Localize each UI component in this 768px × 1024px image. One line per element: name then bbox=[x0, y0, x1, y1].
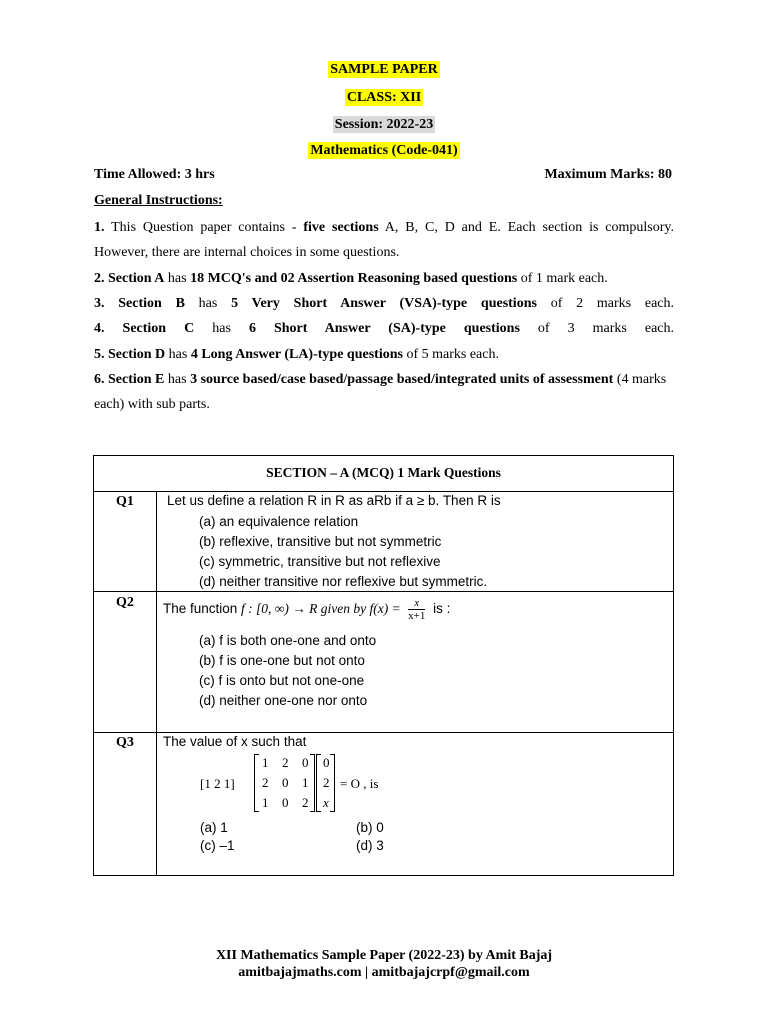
option-c: (c) f is onto but not one-one bbox=[199, 673, 365, 688]
instruction-text: of 2 marks each. bbox=[536, 296, 675, 311]
option-c: (c) –1 bbox=[200, 838, 235, 853]
instruction-bold: 3 source based/case based/passage based/integrated units of assessment bbox=[190, 372, 614, 387]
subject-wrap bbox=[0, 141, 768, 159]
option-a: (a) an equivalence relation bbox=[199, 514, 359, 529]
class-wrap bbox=[0, 88, 768, 106]
instruction-num: 5. bbox=[94, 347, 105, 362]
instruction-lead: Section C bbox=[122, 321, 195, 336]
matrix-cell: 0 bbox=[302, 755, 309, 770]
instruction-5 bbox=[94, 342, 674, 367]
instruction-6 bbox=[94, 367, 674, 417]
table-divider bbox=[94, 591, 673, 592]
fraction bbox=[408, 597, 425, 622]
question-number: Q1 bbox=[116, 494, 134, 509]
instruction-num: 2. bbox=[94, 271, 105, 286]
instruction-text: has bbox=[164, 271, 191, 286]
matrix-cell: 2 bbox=[282, 755, 289, 770]
option-a: (a) 1 bbox=[200, 820, 228, 835]
instruction-bold: 18 MCQ's and 02 Assertion Reasoning based questions bbox=[190, 271, 518, 286]
option-b: (b) f is one-one but not onto bbox=[199, 653, 365, 668]
instructions-heading: General Instructions: bbox=[94, 193, 223, 208]
question-text bbox=[163, 597, 450, 622]
matrix-cell: 0 bbox=[282, 775, 289, 790]
instruction-4 bbox=[94, 316, 674, 341]
matrix-bracket-left bbox=[254, 754, 259, 812]
option-d: (d) neither one-one nor onto bbox=[199, 693, 368, 708]
instruction-text: has bbox=[194, 321, 249, 336]
option-b: (b) 0 bbox=[356, 820, 384, 835]
option-b: (b) reflexive, transitive but not symmetric bbox=[199, 534, 442, 549]
equation-result: = O , is bbox=[340, 776, 379, 791]
column-bracket-right bbox=[330, 754, 335, 812]
column-cell: 0 bbox=[323, 755, 330, 770]
option-a: (a) f is both one-one and onto bbox=[199, 633, 377, 648]
fraction-denominator: x+1 bbox=[408, 610, 426, 622]
matrix-cell: 1 bbox=[302, 775, 309, 790]
column-cell: x bbox=[323, 795, 329, 810]
instruction-lead: Section B bbox=[118, 296, 185, 311]
question-text: The value of x such that bbox=[163, 734, 307, 749]
instruction-text: (4 marks each) with sub parts. bbox=[94, 372, 667, 412]
instruction-bold: five sections bbox=[303, 220, 379, 235]
subject-label: Mathematics (Code-041) bbox=[310, 143, 458, 158]
table-column-divider bbox=[156, 491, 157, 875]
row-vector: [1 2 1] bbox=[200, 776, 235, 791]
instructions-heading-row bbox=[94, 193, 674, 209]
instruction-1 bbox=[94, 215, 674, 265]
column-cell: 2 bbox=[323, 775, 330, 790]
instruction-text: has bbox=[164, 372, 191, 387]
time-marks-row bbox=[94, 167, 674, 183]
instruction-num: 6. bbox=[94, 372, 105, 387]
question-text: Let us define a relation R in R as aRb if a ≥ b. Then R is bbox=[167, 493, 501, 508]
question-number: Q2 bbox=[116, 595, 134, 610]
column-bracket-left bbox=[316, 754, 321, 812]
instruction-bold: 4 Long Answer (LA)-type questions bbox=[190, 347, 403, 362]
matrix-cell: 1 bbox=[262, 755, 269, 770]
instruction-text: has bbox=[184, 296, 232, 311]
session-label: Session: 2022-23 bbox=[334, 117, 434, 132]
instruction-num: 1. bbox=[94, 220, 105, 235]
function-expression: f : [0, ∞) → R given by f(x) = bbox=[241, 601, 405, 617]
matrix-cell: 2 bbox=[262, 775, 269, 790]
option-d: (d) neither transitive nor reflexive but symmetric. bbox=[199, 574, 488, 589]
instruction-num: 4. bbox=[94, 321, 105, 336]
footer-contact: amitbajajmaths.com | amitbajajcrpf@gmail.com bbox=[238, 965, 530, 980]
instruction-2 bbox=[94, 266, 674, 291]
table-divider bbox=[94, 491, 673, 492]
question-number: Q3 bbox=[116, 735, 134, 750]
paper-title-wrap bbox=[0, 60, 768, 78]
matrix-cell: 1 bbox=[262, 795, 269, 810]
option-c: (c) symmetric, transitive but not reflexive bbox=[199, 554, 441, 569]
instruction-text: of 1 mark each. bbox=[517, 271, 608, 286]
matrix-cell: 2 bbox=[302, 795, 309, 810]
question-text-part: The function bbox=[163, 601, 242, 617]
footer-title: XII Mathematics Sample Paper (2022-23) by Amit Bajaj bbox=[215, 948, 553, 963]
table-divider bbox=[94, 732, 673, 733]
instruction-text: of 5 marks each. bbox=[402, 347, 499, 362]
section-title: SECTION – A (MCQ) 1 Mark Questions bbox=[266, 465, 501, 480]
instruction-bold: 5 Very Short Answer (VSA)-type questions bbox=[231, 296, 537, 311]
instruction-text: of 3 marks each. bbox=[519, 321, 675, 336]
maximum-marks: Maximum Marks: 80 bbox=[544, 167, 672, 182]
instruction-lead: Section E bbox=[108, 372, 165, 387]
time-allowed: Time Allowed: 3 hrs bbox=[94, 167, 215, 182]
instruction-bold: 6 Short Answer (SA)-type questions bbox=[248, 321, 520, 336]
instruction-text: A, B, C, D and E. Each section is compulsory. However, there are internal choices in some questions. bbox=[94, 220, 674, 260]
paper-title: SAMPLE PAPER bbox=[330, 62, 438, 77]
question-text-part: is : bbox=[429, 601, 451, 617]
class-label: CLASS: XII bbox=[346, 90, 422, 105]
matrix-cell: 0 bbox=[282, 795, 289, 810]
session-wrap bbox=[0, 115, 768, 133]
questions-table bbox=[93, 455, 674, 876]
instruction-text: This Question paper contains - bbox=[111, 220, 304, 235]
instruction-3 bbox=[94, 291, 674, 316]
instruction-lead: Section D bbox=[108, 347, 166, 362]
fraction-numerator: x bbox=[408, 597, 425, 610]
instruction-text: has bbox=[165, 347, 191, 362]
instruction-num: 3. bbox=[94, 296, 105, 311]
instruction-lead: Section A bbox=[108, 271, 165, 286]
matrix-bracket-right bbox=[310, 754, 315, 812]
option-d: (d) 3 bbox=[356, 838, 384, 853]
